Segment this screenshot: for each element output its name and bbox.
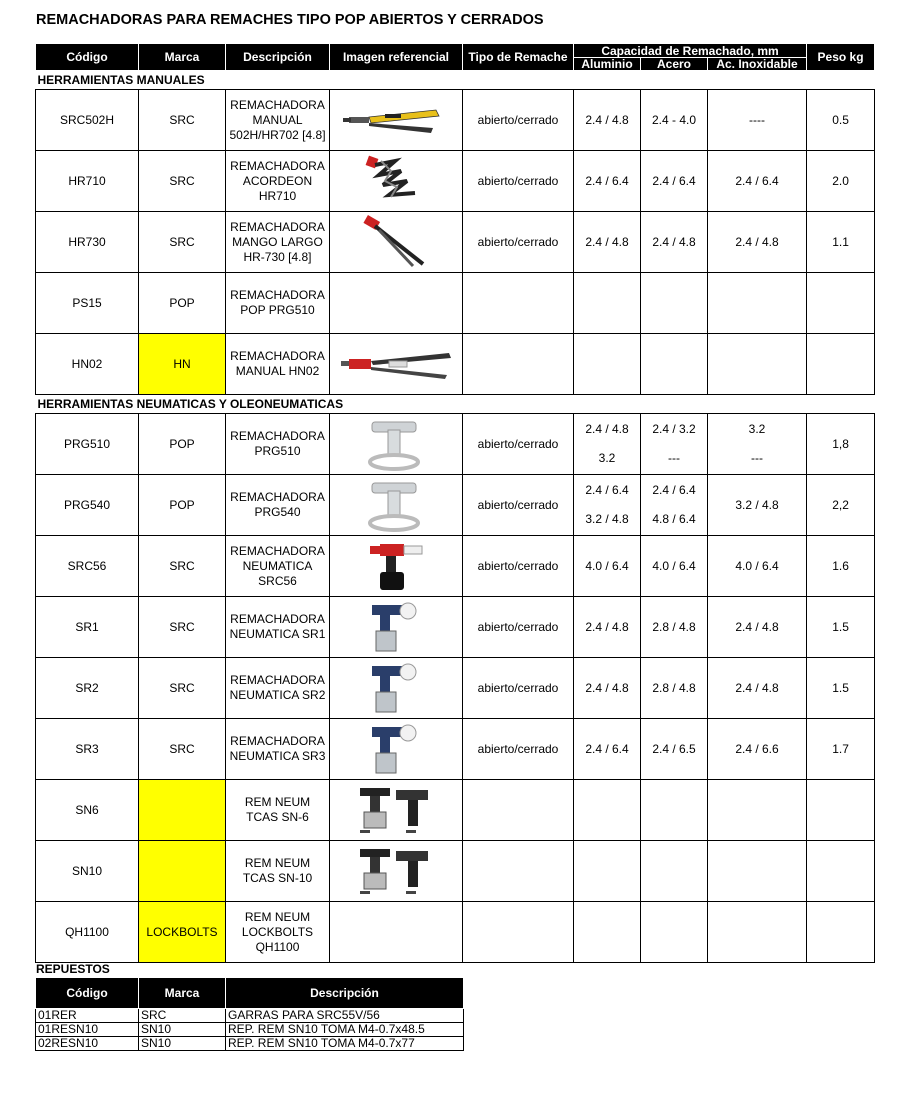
table-row [36,719,875,780]
peso-cell [807,273,875,334]
pneumatic-blue-icon [330,660,462,716]
header-aluminio: Aluminio [574,58,641,71]
header-peso: Peso kg [807,44,875,71]
inox-cell: 4.0 / 6.4 [708,536,807,597]
descripcion-cell: REMACHADORA POP PRG510 [226,273,330,334]
repuesto-marca: SN10 [139,1037,226,1051]
repuestos-title: REPUESTOS [36,962,110,976]
tipo-cell: abierto/cerrado [463,414,574,475]
table-row [36,780,875,841]
image-cell [330,902,463,963]
marca-cell: SRC [139,536,226,597]
tipo-cell: abierto/cerrado [463,151,574,212]
repuesto-row [36,1037,464,1051]
tipo-cell [463,902,574,963]
descripcion-cell: REMACHADORA ACORDEON HR710 [226,151,330,212]
marca-cell: POP [139,414,226,475]
table-row [36,151,875,212]
image-cell [330,719,463,780]
marca-cell: SRC [139,658,226,719]
peso-cell [807,334,875,395]
acero-cell [641,414,708,475]
repuesto-descripcion: REP. REM SN10 TOMA M4-0.7x77 [226,1037,464,1051]
acero-cell-value: 4.8 / 6.4 [652,512,696,526]
table-row [36,597,875,658]
aluminio-cell-value: 3.2 [598,451,616,465]
header-marca: Marca [139,44,226,71]
inox-cell [708,841,807,902]
repuestos-table [35,977,464,1051]
peso-cell: 2,2 [807,475,875,536]
tipo-cell [463,273,574,334]
image-cell [330,90,463,151]
tipo-cell [463,780,574,841]
marca-cell: POP [139,475,226,536]
pneumatic-pop-icon [330,416,462,472]
image-cell [330,273,463,334]
image-cell [330,151,463,212]
table-row [36,212,875,273]
repuesto-row [36,1009,464,1023]
peso-cell: 2.0 [807,151,875,212]
peso-cell: 1.1 [807,212,875,273]
acero-cell [641,902,708,963]
pneumatic-blue-icon [330,599,462,655]
codigo-cell: PRG510 [36,414,139,475]
page-title: REMACHADORAS PARA REMACHES TIPO POP ABIERTOS Y CERRADOS [36,12,544,28]
peso-cell [807,902,875,963]
aluminio-cell: 2.4 / 4.8 [574,90,641,151]
repuestos-header-codigo: Código [36,978,139,1009]
descripcion-cell: REM NEUM TCAS SN-6 [226,780,330,841]
riveter-table [35,43,875,963]
repuesto-marca: SRC [139,1009,226,1023]
peso-cell: 1.5 [807,658,875,719]
aluminio-cell [574,780,641,841]
codigo-cell: QH1100 [36,902,139,963]
marca-cell: HN [139,334,226,395]
tipo-cell: abierto/cerrado [463,719,574,780]
acero-cell: 2.4 / 6.5 [641,719,708,780]
inox-cell [708,902,807,963]
inox-cell-value: 3.2 [748,422,766,436]
aluminio-cell [574,334,641,395]
codigo-cell: HR710 [36,151,139,212]
descripcion-cell: REMACHADORA PRG510 [226,414,330,475]
table-row [36,90,875,151]
tipo-cell: abierto/cerrado [463,536,574,597]
codigo-cell: SR2 [36,658,139,719]
acero-cell: 2.4 / 4.8 [641,212,708,273]
inox-cell [708,414,807,475]
repuesto-descripcion: GARRAS PARA SRC55V/56 [226,1009,464,1023]
pneumatic-pair-icon [330,782,462,838]
section-manual-label: HERRAMIENTAS MANUALES [36,71,875,90]
repuestos-header-marca: Marca [139,978,226,1009]
acero-cell [641,780,708,841]
aluminio-cell: 4.0 / 6.4 [574,536,641,597]
aluminio-cell [574,273,641,334]
codigo-cell: HN02 [36,334,139,395]
codigo-cell: SN10 [36,841,139,902]
hand-riveter-yellow-icon [330,100,462,140]
table-row [36,902,875,963]
inox-cell [708,334,807,395]
acero-cell-value: 2.4 / 6.4 [652,483,696,497]
repuesto-codigo: 01RESN10 [36,1023,139,1037]
peso-cell: 1.6 [807,536,875,597]
acero-cell: 4.0 / 6.4 [641,536,708,597]
pneumatic-pop-icon [330,477,462,533]
descripcion-cell: REMACHADORA NEUMATICA SRC56 [226,536,330,597]
section-neumaticas-label: HERRAMIENTAS NEUMATICAS Y OLEONEUMATICAS [36,395,875,414]
tipo-cell: abierto/cerrado [463,90,574,151]
acero-cell: 2.8 / 4.8 [641,597,708,658]
aluminio-cell [574,902,641,963]
section-neumaticas [36,395,875,414]
image-cell [330,475,463,536]
inox-cell-value: --- [751,451,764,465]
peso-cell: 1,8 [807,414,875,475]
aluminio-cell: 2.4 / 4.8 [574,658,641,719]
marca-cell: SRC [139,90,226,151]
marca-cell: SRC [139,597,226,658]
acero-cell: 2.4 - 4.0 [641,90,708,151]
long-handle-riveter-icon [330,214,462,270]
acero-cell [641,841,708,902]
inox-cell: 2.4 / 6.6 [708,719,807,780]
descripcion-cell: REMACHADORA MANUAL 502H/HR702 [4.8] [226,90,330,151]
table-row [36,475,875,536]
repuesto-descripcion: REP. REM SN10 TOMA M4-0.7x48.5 [226,1023,464,1037]
inox-cell: 2.4 / 4.8 [708,212,807,273]
codigo-cell: SR3 [36,719,139,780]
image-cell [330,841,463,902]
tipo-cell [463,334,574,395]
acero-cell-value: 2.4 / 3.2 [652,422,696,436]
tipo-cell: abierto/cerrado [463,212,574,273]
header-acero: Acero [641,58,708,71]
repuesto-codigo: 02RESN10 [36,1037,139,1051]
image-cell [330,597,463,658]
pneumatic-pair-icon [330,843,462,899]
acero-cell-value: --- [668,451,680,465]
marca-cell: POP [139,273,226,334]
inox-cell: ---- [708,90,807,151]
table-row [36,273,875,334]
repuesto-marca: SN10 [139,1023,226,1037]
tipo-cell: abierto/cerrado [463,475,574,536]
header-imagen: Imagen referencial [330,44,463,71]
tipo-cell: abierto/cerrado [463,658,574,719]
peso-cell [807,780,875,841]
aluminio-cell: 2.4 / 6.4 [574,151,641,212]
aluminio-cell-value: 2.4 / 4.8 [585,422,629,436]
aluminio-cell: 2.4 / 4.8 [574,597,641,658]
marca-cell: LOCKBOLTS [139,902,226,963]
image-cell [330,658,463,719]
table-row [36,536,875,597]
aluminio-cell: 2.4 / 4.8 [574,212,641,273]
peso-cell: 1.7 [807,719,875,780]
header-descripcion: Descripción [226,44,330,71]
accordion-riveter-icon [330,153,462,209]
codigo-cell: SRC56 [36,536,139,597]
inox-cell [708,780,807,841]
codigo-cell: PS15 [36,273,139,334]
peso-cell [807,841,875,902]
codigo-cell: SRC502H [36,90,139,151]
codigo-cell: SN6 [36,780,139,841]
header-codigo: Código [36,44,139,71]
inox-cell: 2.4 / 6.4 [708,151,807,212]
inox-cell: 3.2 / 4.8 [708,475,807,536]
pneumatic-red-icon [330,538,462,594]
peso-cell: 1.5 [807,597,875,658]
image-cell [330,536,463,597]
marca-cell: SRC [139,719,226,780]
descripcion-cell: REMACHADORA PRG540 [226,475,330,536]
aluminio-cell [574,475,641,536]
repuesto-row [36,1023,464,1037]
image-cell [330,212,463,273]
table-row [36,334,875,395]
descripcion-cell: REMACHADORA MANUAL HN02 [226,334,330,395]
marca-cell [139,780,226,841]
aluminio-cell-value: 2.4 / 6.4 [585,483,629,497]
descripcion-cell: REM NEUM LOCKBOLTS QH1100 [226,902,330,963]
aluminio-cell: 2.4 / 6.4 [574,719,641,780]
codigo-cell: PRG540 [36,475,139,536]
table-row [36,841,875,902]
codigo-cell: HR730 [36,212,139,273]
descripcion-cell: REMACHADORA MANGO LARGO HR-730 [4.8] [226,212,330,273]
acero-cell [641,334,708,395]
marca-cell: SRC [139,151,226,212]
acero-cell: 2.4 / 6.4 [641,151,708,212]
repuesto-codigo: 01RER [36,1009,139,1023]
tipo-cell [463,841,574,902]
table-row [36,658,875,719]
pneumatic-blue-icon [330,721,462,777]
image-cell [330,414,463,475]
section-manual [36,71,875,90]
acero-cell: 2.8 / 4.8 [641,658,708,719]
header-tipo: Tipo de Remache [463,44,574,71]
table-row [36,414,875,475]
descripcion-cell: REMACHADORA NEUMATICA SR2 [226,658,330,719]
descripcion-cell: REMACHADORA NEUMATICA SR1 [226,597,330,658]
marca-cell [139,841,226,902]
inox-cell: 2.4 / 4.8 [708,658,807,719]
inox-cell: 2.4 / 4.8 [708,597,807,658]
marca-cell: SRC [139,212,226,273]
tipo-cell: abierto/cerrado [463,597,574,658]
peso-cell: 0.5 [807,90,875,151]
inox-cell [708,273,807,334]
repuestos-header-descripcion: Descripción [226,978,464,1009]
acero-cell [641,475,708,536]
header-capacidad: Capacidad de Remachado, mm [574,44,807,58]
header-inox: Ac. Inoxidable [708,58,807,71]
acero-cell [641,273,708,334]
descripcion-cell: REM NEUM TCAS SN-10 [226,841,330,902]
image-cell [330,780,463,841]
aluminio-cell [574,414,641,475]
descripcion-cell: REMACHADORA NEUMATICA SR3 [226,719,330,780]
codigo-cell: SR1 [36,597,139,658]
long-riveter-hn02-icon [330,349,462,379]
image-cell [330,334,463,395]
aluminio-cell-value: 3.2 / 4.8 [585,512,629,526]
aluminio-cell [574,841,641,902]
